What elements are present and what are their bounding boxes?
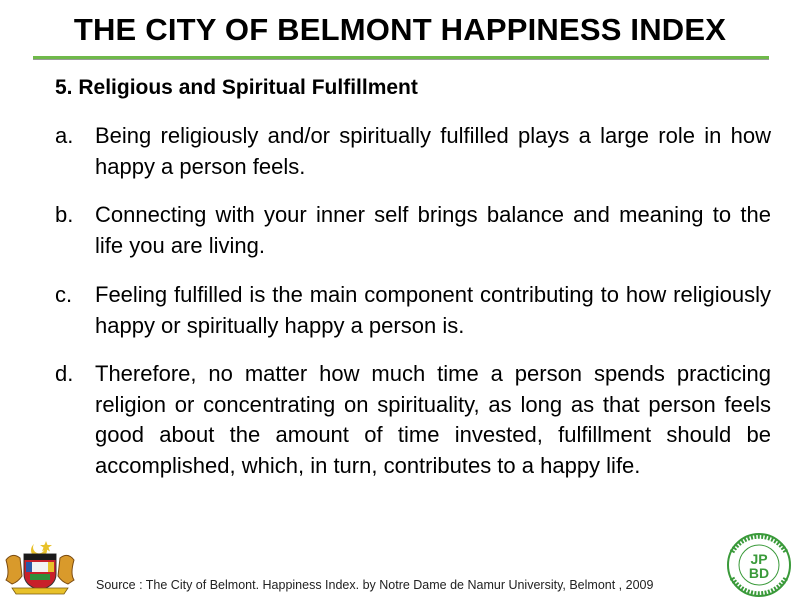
list-marker: c. bbox=[55, 282, 73, 307]
svg-text:JP: JP bbox=[750, 551, 768, 567]
coat-of-arms-logo bbox=[2, 538, 78, 596]
list-item-text: Being religiously and/or spiritually fulfilled plays a large role in how happy a person feels. bbox=[95, 123, 771, 179]
title-divider bbox=[33, 56, 769, 60]
svg-text:BD: BD bbox=[748, 565, 770, 581]
section-heading: 5. Religious and Spiritual Fulfillment bbox=[55, 76, 418, 99]
tiger-left-icon bbox=[6, 555, 22, 584]
list-item-text: Feeling fulfilled is the main component contributing to how religiously happy or spiritually happy a person is. bbox=[95, 282, 771, 338]
page-title: THE CITY OF BELMONT HAPPINESS INDEX bbox=[73, 12, 727, 47]
list-item-text: Connecting with your inner self brings balance and meaning to the life you are living. bbox=[95, 202, 771, 258]
list-item bbox=[55, 280, 771, 341]
list-item bbox=[55, 359, 771, 481]
points-list bbox=[55, 121, 771, 481]
list-item bbox=[55, 121, 771, 182]
list-marker: b. bbox=[55, 202, 74, 227]
agency-emblem-logo bbox=[722, 532, 796, 598]
ribbon-icon bbox=[12, 588, 68, 594]
list-marker: a. bbox=[55, 123, 74, 148]
tiger-right-icon bbox=[58, 555, 74, 584]
list-marker: d. bbox=[55, 361, 74, 386]
list-item-text: Therefore, no matter how much time a person spends practicing religion or concentrating on spirituality, as long as that person feels good about the amount of time invested, fulfillment should be accomplished, which, in turn, contributes to a happy life. bbox=[95, 361, 771, 478]
source-citation: Source : The City of Belmont. Happiness Index. by Notre Dame de Namur University, Belmont , 2009 bbox=[96, 578, 654, 592]
list-item bbox=[55, 200, 771, 261]
